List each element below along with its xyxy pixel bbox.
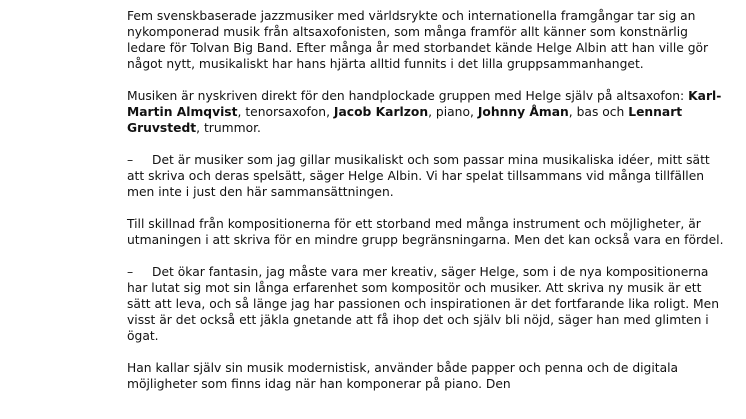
- musician-name-tenor-sax: Karl-Martin Almqvist: [127, 89, 722, 119]
- document-body: [127, 8, 727, 408]
- paragraph-modernist: Han kallar själv sin musik modernistisk, använder både papper och penna och de digitala möjligheter som finns idag när han komponerar på piano. Den: [127, 361, 679, 391]
- quote-musicians-text: Det är musiker som jag gillar musikaliskt och som passar mina musikaliska idéer, mitt sätt att skriva och deras spelsätt, säger Helge Albin. Vi har spelat tillsammans vid många tillfällen men inte i just den här sammansättningen.: [127, 153, 710, 199]
- paragraph-quote-musicians: [127, 152, 727, 200]
- musician-name-piano: Jacob Karlzon: [333, 105, 429, 119]
- quote-creativity-text: Det ökar fantasin, jag måste vara mer kreativ, säger Helge, som i de nya kompositionerna har lutat sig mot sin långa erfarenhet som kompositör och musiker. Att skriva ny musik är ett sätt att leva, och så länge jag har passionen och inspirationen är det fortfarande lika roligt. Men visst är det också ett jäkla gnetande att få ihop det och själv bli nöjd, säger han med glimten i ögat.: [127, 265, 720, 343]
- lineup-intro-text: Musiken är nyskriven direkt för den handplockade gruppen med Helge själv på altsaxofon:: [127, 89, 689, 103]
- paragraph-lineup: [127, 88, 727, 136]
- instrument-drums: , trummor.: [196, 121, 261, 135]
- quote-dash: –: [127, 153, 134, 167]
- musician-name-bass: Johnny Åman: [477, 105, 569, 119]
- paragraph-intro: Fem svenskbaserade jazzmusiker med världsrykte och internationella framgångar tar sig an nykomponerad musik från altsaxofonisten, som många framför allt känner som konstnärlig ledare för Tolvan Big Band. Efter många år med storbandet kände Helge Albin att han ville gör något nytt, musikaliskt har hans hjärta alltid funnits i det lilla gruppsammanhanget.: [127, 9, 709, 71]
- paragraph-quote-creativity: [127, 264, 727, 344]
- quote-dash: –: [127, 265, 134, 279]
- instrument-piano: , piano,: [428, 105, 478, 119]
- paragraph-small-group: Till skillnad från kompositionerna för ett storband med många instrument och möjligheter, är utmaningen i att skriva för en mindre grupp begränsningarna. Men det kan också vara en fördel.: [127, 217, 724, 247]
- instrument-bass: , bas och: [568, 105, 629, 119]
- instrument-tenor-sax: , tenorsaxofon,: [237, 105, 334, 119]
- musician-name-drums: Lennart Gruvstedt: [127, 105, 683, 135]
